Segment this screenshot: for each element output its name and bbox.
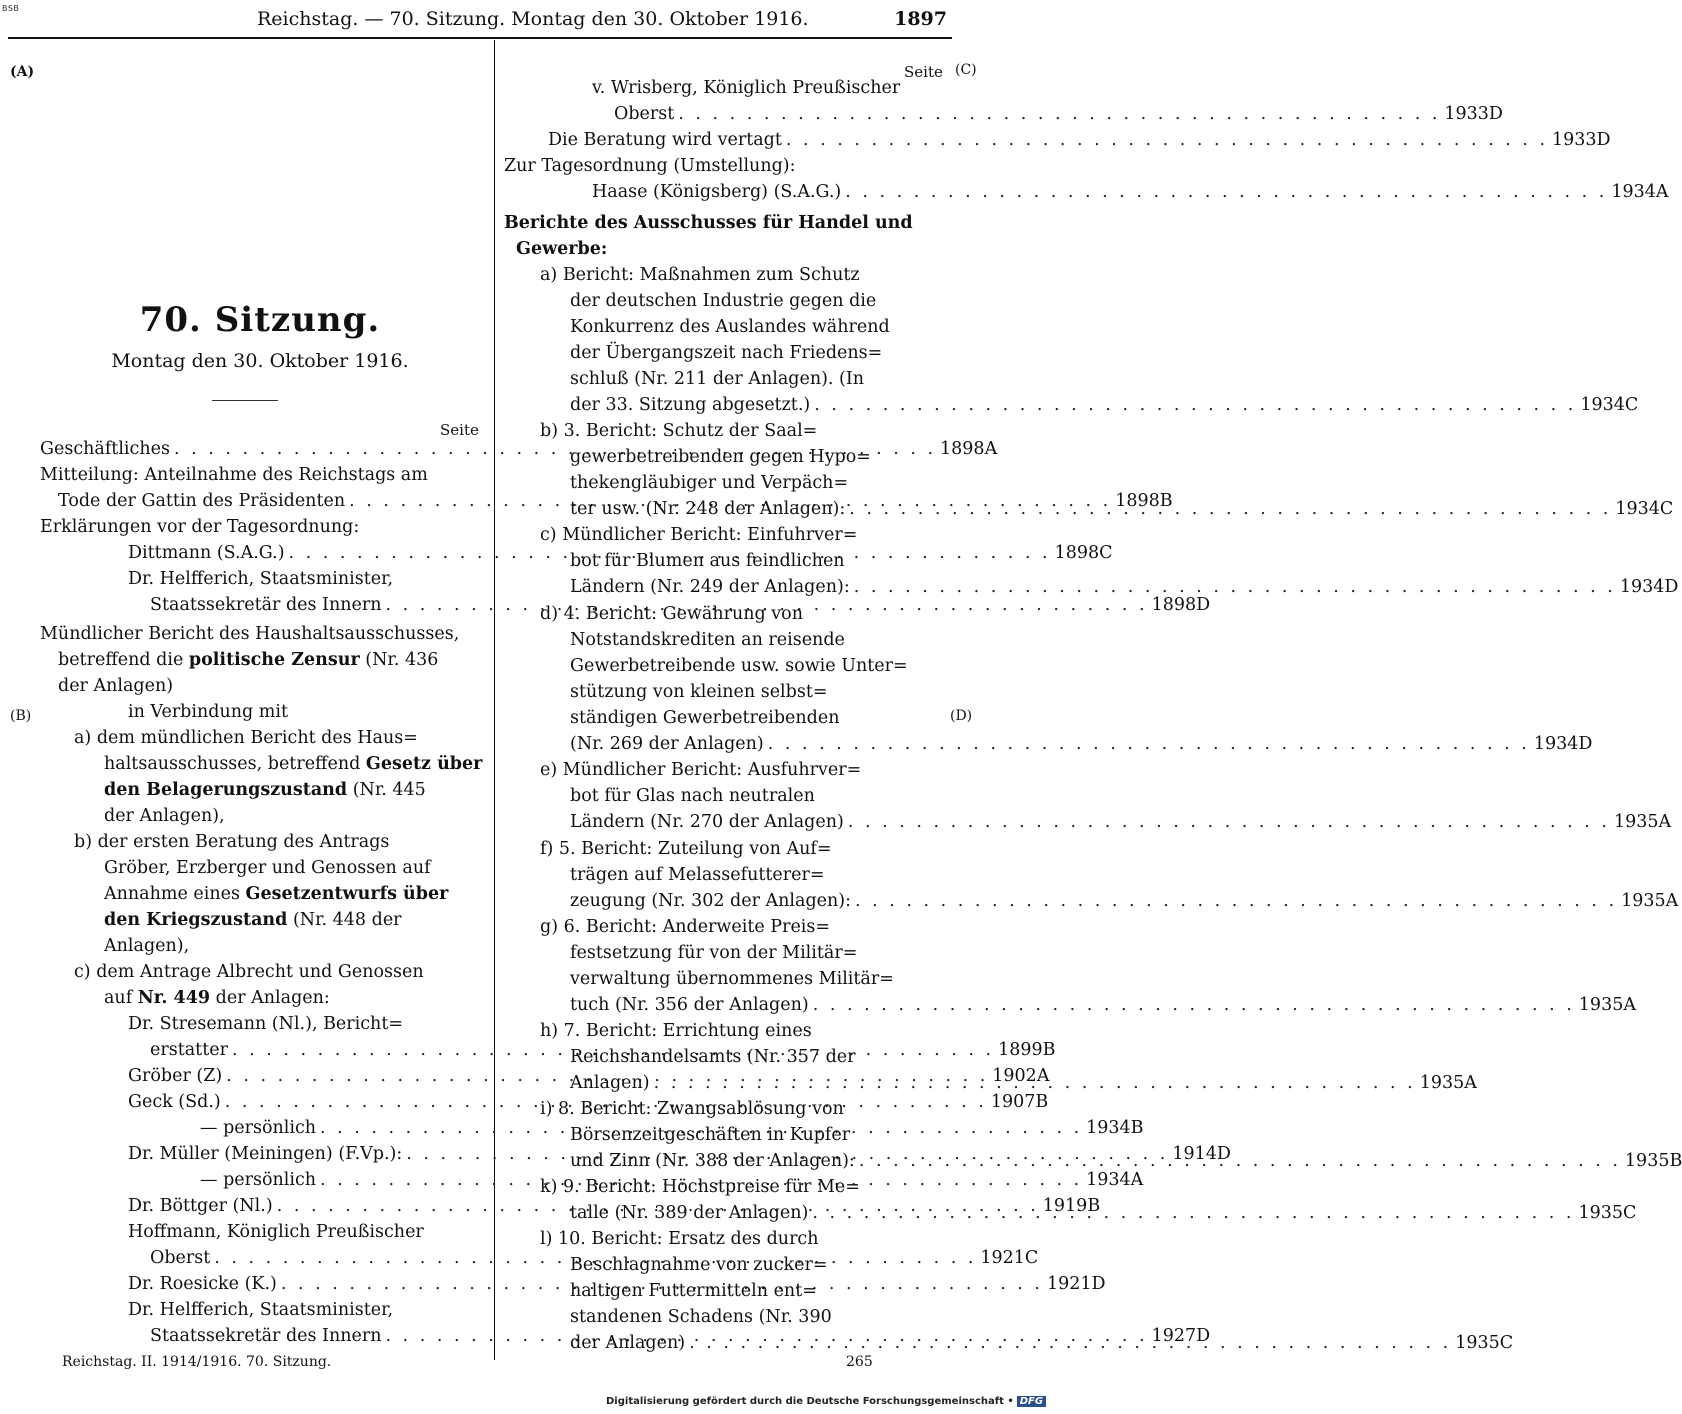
margin-marker-b: (B) [10,708,32,724]
toc-line: in Verbindung mit [128,702,288,722]
toc-text: Dr. Müller (Meiningen) (F.Vp.): [128,1144,403,1164]
toc-text: der Anlagen) [570,1333,686,1353]
toc-line [104,986,330,1012]
toc-line: Mitteilung: Anteilnahme des Reichstags am [40,465,428,485]
toc-line: f) 5. Bericht: Zuteilung von Auf= [540,839,832,859]
toc-text: Tode der Gattin des Präsidenten [58,491,346,511]
section-heading: Gewerbe: [516,239,608,259]
leader-dots [782,128,1552,154]
toc-text: Dr. Böttger (Nl.) [128,1196,273,1216]
toc-emphasis: Gesetz über [365,754,483,774]
toc-line: der Anlagen), [104,806,225,826]
toc-line: stützung von kleinen selbst= [570,682,828,702]
toc-emphasis: politische Zensur [188,650,360,670]
toc-text: haltsausschusses, betreffend [104,754,366,774]
page-ref: 1935A [1578,995,1636,1015]
toc-text: Oberst [150,1248,211,1268]
page-ref: 1934D [1533,734,1593,754]
toc-text: Gröber (Z) [128,1066,223,1086]
leader-dots [841,180,1611,206]
toc-line: Anlagen), [104,936,190,956]
toc-line: der Anlagen) [58,676,174,696]
toc-text: Dr. Roesicke (K.) [128,1274,277,1294]
toc-line: Reichshandelsamts (Nr. 357 der [570,1047,856,1067]
margin-marker-d: (D) [950,708,973,724]
margin-marker-c: (C) [955,62,977,78]
toc-line: der Übergangszeit nach Friedens= [570,343,883,363]
toc-line: e) Mündlicher Bericht: Ausfuhrver= [540,760,862,780]
toc-line [104,752,482,778]
toc-line: Dr. Helfferich, Staatsminister, [128,569,394,589]
toc-line: a) dem mündlichen Bericht des Haus= [74,728,418,748]
toc-entry [614,102,1503,128]
leader-dots [844,810,1614,836]
page-header [257,6,947,36]
toc-line: Gewerbetreibende usw. sowie Unter= [570,656,908,676]
funding-note [606,1396,1046,1407]
toc-line: der deutschen Industrie gegen die [570,291,877,311]
toc-line: Mündlicher Bericht des Haushaltsausschusses, [40,624,460,644]
toc-line: c) dem Antrage Albrecht und Genossen [74,962,424,982]
page-ref: 1935A [1621,891,1679,911]
page-ref: 1934A [1086,1170,1144,1190]
page-ref: 1927D [1151,1326,1211,1346]
toc-line: haltigen Futtermitteln ent= [570,1281,817,1301]
toc-text: Anlagen) [570,1073,650,1093]
toc-text: (Nr. 445 [347,780,426,800]
toc-line [104,778,426,804]
session-title: 70. Sitzung. [139,300,381,340]
session-date: Montag den 30. Oktober 1916. [111,350,409,372]
leader-dots [850,575,1620,601]
toc-line: g) 6. Bericht: Anderweite Preis= [540,917,831,937]
toc-text: Staatssekretär des Innern [150,595,382,615]
toc-line: i) 8. Bericht: Zwangsablösung von [540,1099,844,1119]
leader-dots [851,889,1621,915]
page-ref: 1935A [1419,1073,1477,1093]
toc-text: auf [104,988,138,1008]
toc-line: Erklärungen vor der Tagesordnung: [40,517,360,537]
toc-line: c) Mündlicher Bericht: Einfuhrver= [540,525,858,545]
toc-text: — persönlich [200,1170,317,1190]
toc-text: Geschäftliches [40,439,170,459]
toc-emphasis: den Kriegszustand [104,910,288,930]
toc-emphasis: Nr. 449 [137,988,211,1008]
toc-line: Hoffmann, Königlich Preußischer [128,1222,424,1242]
page-ref: 1898A [940,439,998,459]
watermark-label: BSB [2,4,20,13]
leader-dots [808,1201,1578,1227]
page-ref: 1933D [1552,130,1611,150]
toc-text: der 33. Sitzung abgesetzt.) [570,395,811,415]
leader-dots [809,993,1579,1019]
toc-line [104,908,402,934]
toc-text: betreffend die [58,650,189,670]
page-ref: 1898C [1054,543,1113,563]
toc-line: Börsenzeitgeschäften in Kupfer [570,1125,851,1145]
toc-text: der Anlagen: [210,988,330,1008]
toc-line [104,882,448,908]
toc-entry [592,180,1669,206]
toc-text: Oberst [614,104,675,124]
page-ref: 1898D [1151,595,1211,615]
toc-line: bot für Glas nach neutralen [570,786,815,806]
page-ref: 1934C [1615,499,1674,519]
toc-line: Zur Tagesordnung (Umstellung): [504,156,796,176]
header-rule [8,37,952,39]
toc-line: verwaltung übernommenes Militär= [570,969,894,989]
page-ref: 1919B [1042,1196,1101,1216]
toc-entry [570,889,1679,915]
toc-line: festsetzung für von der Militär= [570,943,858,963]
toc-entry [548,128,1611,154]
funding-text: Digitalisierung gefördert durch die Deutsche Forschungsgemeinschaft • [606,1396,1014,1407]
page-ref: 1935C [1578,1203,1637,1223]
toc-line: bot für Blumen aus feindlichen [570,551,845,571]
toc-text: erstatter [150,1040,228,1060]
toc-entry [570,575,1679,601]
leader-dots [855,1149,1625,1175]
session-divider [212,400,278,401]
toc-line: l) 10. Bericht: Ersatz des durch [540,1229,819,1249]
toc-line: Notstandskrediten an reisende [570,630,845,650]
seite-label: Seite [440,421,479,439]
toc-line: v. Wrisberg, Königlich Preußischer [592,78,901,98]
toc-emphasis: den Belagerungszustand [104,780,348,800]
toc-line: h) 7. Bericht: Errichtung eines [540,1021,812,1041]
toc-text: Annahme eines [104,884,246,904]
toc-line: b) der ersten Beratung des Antrags [74,832,390,852]
page-ref: 1934D [1619,577,1679,597]
toc-line: thekengläubiger und Verpäch= [570,473,849,493]
toc-line: schluß (Nr. 211 der Anlagen). (In [570,369,865,389]
toc-text: Ländern (Nr. 249 der Anlagen): [570,577,850,597]
page-ref: 1914D [1172,1144,1231,1164]
toc-line [58,648,438,674]
page-ref: 1935C [1455,1333,1514,1353]
page-ref: 1899B [998,1040,1056,1060]
toc-text: tuch (Nr. 356 der Anlagen) [570,995,809,1015]
toc-line: k) 9. Bericht: Höchstpreise für Me= [540,1177,860,1197]
page-number: 1897 [894,8,947,30]
dfg-logo: DFG [1017,1396,1046,1407]
toc-line: Dr. Helfferich, Staatsminister, [128,1300,394,1320]
leader-dots [845,497,1615,523]
footer-signature: Reichstag. II. 1914/1916. 70. Sitzung. [62,1354,332,1370]
page-ref: 1898B [1115,491,1173,511]
page-ref: 1933D [1444,104,1503,124]
toc-text: zeugung (Nr. 302 der Anlagen): [570,891,852,911]
toc-text: (Nr. 448 der [287,910,402,930]
toc-text: Dittmann (S.A.G.) [128,543,285,563]
page-ref: 1921C [980,1248,1039,1268]
toc-text: Geck (Sd.) [128,1092,221,1112]
page-ref: 1921D [1046,1274,1106,1294]
leader-dots [810,393,1580,419]
toc-text: — persönlich [200,1118,317,1138]
toc-text: Die Beratung wird vertagt [548,130,782,150]
toc-entry [570,810,1672,836]
leader-dots [674,102,1444,128]
leader-dots [764,732,1534,758]
leader-dots [685,1331,1455,1357]
toc-text: talle (Nr. 389 der Anlagen) [570,1203,809,1223]
toc-emphasis: Gesetzentwurfs über [245,884,449,904]
toc-line: ständigen Gewerbetreibenden [570,708,840,728]
margin-marker-a: (A) [10,64,35,80]
toc-line: Beschlagnahme von zucker= [570,1255,828,1275]
seite-label: Seite [904,63,943,81]
toc-line: a) Bericht: Maßnahmen zum Schutz [540,265,860,285]
toc-entry [570,393,1639,419]
page-ref: 1935B [1624,1151,1682,1171]
toc-entry [570,732,1593,758]
toc-text: (Nr. 269 der Anlagen) [570,734,764,754]
toc-line: Gröber, Erzberger und Genossen auf [104,858,431,878]
toc-line: b) 3. Bericht: Schutz der Saal= [540,421,818,441]
toc-line: Konkurrenz des Auslandes während [570,317,890,337]
toc-text: (Nr. 436 [359,650,439,670]
page-ref: 1907B [990,1092,1049,1112]
toc-text: ter usw. (Nr. 248 der Anlagen): [570,499,846,519]
toc-text: Staatssekretär des Innern [150,1326,382,1346]
page-ref: 1935A [1613,812,1672,832]
toc-text: Haase (Königsberg) (S.A.G.) [592,182,842,202]
page-ref: 1934C [1580,395,1639,415]
toc-line: gewerbetreibenden gegen Hypo= [570,447,871,467]
leader-dots [650,1071,1420,1097]
toc-text: und Zinn (Nr. 388 der Anlagen): [570,1151,855,1171]
toc-line: standenen Schadens (Nr. 390 [570,1307,832,1327]
page-ref: 1934B [1086,1118,1144,1138]
toc-line: trägen auf Melassefutterer= [570,865,825,885]
header-title: Reichstag. — 70. Sitzung. Montag den 30. Oktober 1916. [257,8,809,30]
page-ref: 1934A [1611,182,1669,202]
toc-line: d) 4. Bericht: Gewährung von [540,604,803,624]
footer-sheet-number: 265 [846,1354,873,1370]
toc-entry [570,993,1636,1019]
page-ref: 1902A [992,1066,1050,1086]
toc-line: Dr. Stresemann (Nl.), Bericht= [128,1014,404,1034]
section-heading: Berichte des Ausschusses für Handel und [504,213,913,233]
toc-text: Ländern (Nr. 270 der Anlagen) [570,812,844,832]
